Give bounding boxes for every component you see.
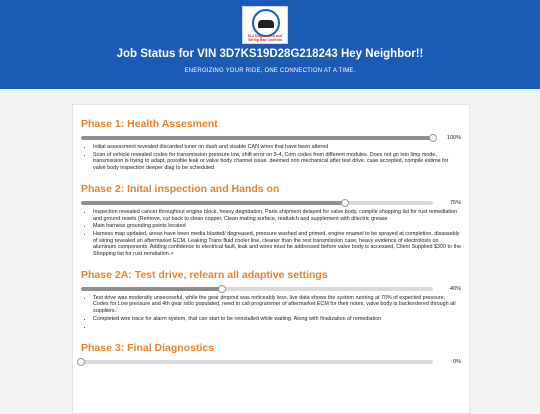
progress-row <box>81 286 461 292</box>
progress-thumb <box>218 285 226 293</box>
progress-thumb <box>429 134 437 142</box>
note-item: • Initial assessment revealed discarded tuner on dash and visable CAN wires that have been altered <box>93 144 461 150</box>
progress-thumb <box>341 199 349 207</box>
phase-section <box>81 269 461 330</box>
progress-thumb <box>77 358 85 366</box>
phase-title: Phase 3: Final Diagnostics <box>81 342 215 354</box>
header <box>0 0 540 89</box>
car-icon <box>258 20 274 28</box>
phase-notes <box>81 209 461 257</box>
phase-section <box>81 118 461 171</box>
company-logo <box>242 6 288 44</box>
phase-notes <box>81 295 461 330</box>
job-status-card <box>72 104 470 414</box>
page-title: Job Status for VIN 3D7KS19D28G218243 Hey Neighbor!! <box>116 48 424 60</box>
phase-section <box>81 342 461 365</box>
phase-title: Phase 2A: Test drive, relearn all adaptive settings <box>81 268 328 281</box>
note-item: • Test drive was moderatly unsecessful, while the gear dropout was noticeably less, live data shows the system running at 70% of expected pressure, Codes for Low pressure and 4th gear ratio populated, need to call programmer of aftermarket ECM for their notes, valve body is backordered through all suppliers. <box>93 295 461 314</box>
progress-track <box>81 287 433 291</box>
note-item: • Completed wire trace for alarm system, that can start to be reinstalled while waiting. Along with finalization of remediation <box>93 316 461 322</box>
note-item: • Scan of vehicle revealed codes for transmission pressure low, shift error on 3-4, Com codes from different modules. Does not go into limp mode, transmission is trying to adapt, possible leak or valve body channel issue. deemed non mechanical after test drive. case accepted, compile estime for valve body inspection deeper diag to be scheduled <box>93 152 461 171</box>
note-item: • Inspection revealed cancer throughout engine block, heavy degridation, Parts shipment delayed for valve body, compile shopping list for rust remediation and ground resets (Remove, cut back to clean copper, Clean mating surface, reattatch and supplement with dilectric grease <box>93 209 461 222</box>
note-item: • Main harness grounding points located <box>93 223 461 229</box>
progress-percent: 75% <box>449 200 461 207</box>
progress-track <box>81 136 433 140</box>
phase-title: Phase 1: Health Assesment <box>81 118 218 130</box>
logo-text: M-2 Diagnostics and Wiring Bad Controls <box>247 34 283 42</box>
progress-track <box>81 201 433 205</box>
progress-fill <box>81 287 222 291</box>
progress-fill <box>81 201 345 205</box>
note-item: • Harness map updated, areas have been media blasted/ degreased, pressure washed and primed, engine enamel to be sprayed at completion. disassebly of wiring revealed an aftermarket ECM, Leaking Trans fluid cooler line, cleaner than the rest transmission case, heavy evidence of electrolosis on aluminum components. Adding confidence to electrical fault, leak and wires must be addressed before valve body is accessed, Client Supplied $300 to the Shopping list for rust remdiation.> <box>93 231 461 257</box>
tagline: ENERGIZING YOUR RIDE, ONE CONNECTION AT A TIME. <box>184 68 356 74</box>
progress-fill <box>81 136 433 140</box>
phase-title: Phase 2: Inital inspection and Hands on <box>81 183 280 196</box>
progress-percent: 100% <box>446 135 461 141</box>
progress-percent: 0% <box>453 359 461 365</box>
phase-section <box>81 183 461 257</box>
progress-track <box>81 360 433 364</box>
progress-row <box>81 359 461 365</box>
progress-percent: 40% <box>449 285 461 292</box>
progress-row <box>81 135 461 141</box>
progress-row <box>81 200 461 206</box>
phase-notes <box>81 144 461 171</box>
note-item <box>93 324 461 330</box>
